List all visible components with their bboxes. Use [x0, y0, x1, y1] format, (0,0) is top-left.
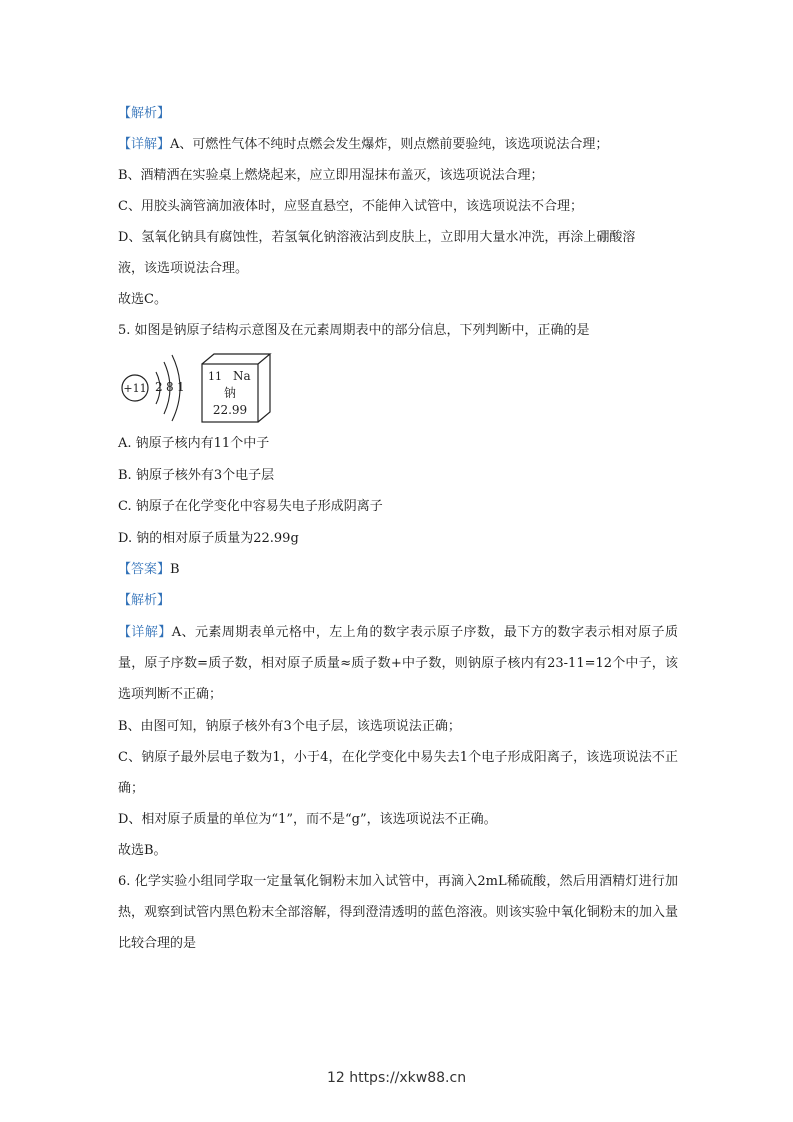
option-d: D. 钠的相对原子质量为22.99g — [118, 531, 299, 546]
answer-line — [118, 562, 180, 578]
shell-electron-count: 1 — [177, 380, 185, 394]
answer-value: B — [170, 562, 180, 577]
question-stem: 6. 化学实验小组同学取一定量氧化铜粉末加入试管中，再滴入2mL稀硫酸，然后用酒精灯进行加热，观察到试管内黑色粉末全部溶解，得到澄清透明的蓝色溶液。则该实验中氧化铜粉末的加入量比较合理的是 — [118, 874, 678, 951]
shell-electron-count: 2 — [155, 380, 163, 394]
question-stem: 5. 如图是钠原子结构示意图及在元素周期表中的部分信息，下列判断中，正确的是 — [118, 323, 590, 338]
detail-text: A、元素周期表单元格中，左上角的数字表示原子序数，最下方的数字表示相对原子质量，原子序数=质子数，相对原子质量≈质子数+中子数，则钠原子核内有23-11=12个中子，该选项判断不正确； — [118, 625, 678, 702]
option-b: B. 钠原子核外有3个电子层 — [118, 468, 275, 483]
detail-line — [118, 137, 608, 153]
page-footer: 12 https://xkw88.cn — [326, 1070, 467, 1086]
detail-paragraph: B、由图可知，钠原子核外有3个电子层，该选项说法正确； — [118, 719, 461, 734]
sodium-atom-figure — [120, 352, 320, 424]
detail-paragraph: D、相对原子质量的单位为“1”，而不是“g”，该选项说法不正确。 — [118, 812, 497, 827]
periodic-table-cell — [202, 354, 270, 422]
analysis-tag: 【解析】 — [118, 106, 171, 121]
atom-structure-diagram — [122, 355, 185, 421]
atomic-mass: 22.99 — [212, 403, 248, 417]
detail-tag: 【详解】 — [118, 625, 172, 640]
detail-paragraph: C、钠原子最外层电子数为1，小于4，在化学变化中易失去1个电子形成阳离子，该选项说法不正确； — [118, 750, 678, 796]
detail-line: B、酒精洒在实验桌上燃烧起来，应立即用湿抹布盖灭，该选项说法合理； — [118, 168, 544, 183]
detail-tag: 【详解】 — [118, 137, 171, 152]
nucleus-charge: +11 — [123, 382, 147, 395]
detail-line: D、氢氧化钠具有腐蚀性，若氢氧化钠溶液沾到皮肤上，立即用大量水冲洗，再涂上硼酸溶 — [118, 230, 636, 245]
detail-text: A、可燃性气体不纯时点燃会发生爆炸，则点燃前要验纯，该选项说法合理； — [170, 137, 609, 152]
analysis-tag: 【解析】 — [118, 593, 171, 608]
detail-line: C、用胶头滴管滴加液体时，应竖直悬空，不能伸入试管中，该选项说法不合理； — [118, 199, 583, 214]
conclusion: 故选B。 — [118, 843, 167, 858]
atomic-number: 11 — [208, 370, 222, 383]
shell-electron-count: 8 — [166, 380, 174, 394]
element-symbol: Na — [233, 369, 251, 383]
element-name: 钠 — [223, 386, 237, 400]
option-c: C. 钠原子在化学变化中容易失电子形成阴离子 — [118, 499, 383, 514]
detail-line: 液，该选项说法合理。 — [118, 261, 249, 276]
conclusion: 故选C。 — [118, 292, 167, 307]
detail-paragraph — [118, 617, 678, 710]
answer-tag: 【答案】 — [118, 562, 171, 577]
option-a: A. 钠原子核内有11个中子 — [118, 436, 270, 451]
